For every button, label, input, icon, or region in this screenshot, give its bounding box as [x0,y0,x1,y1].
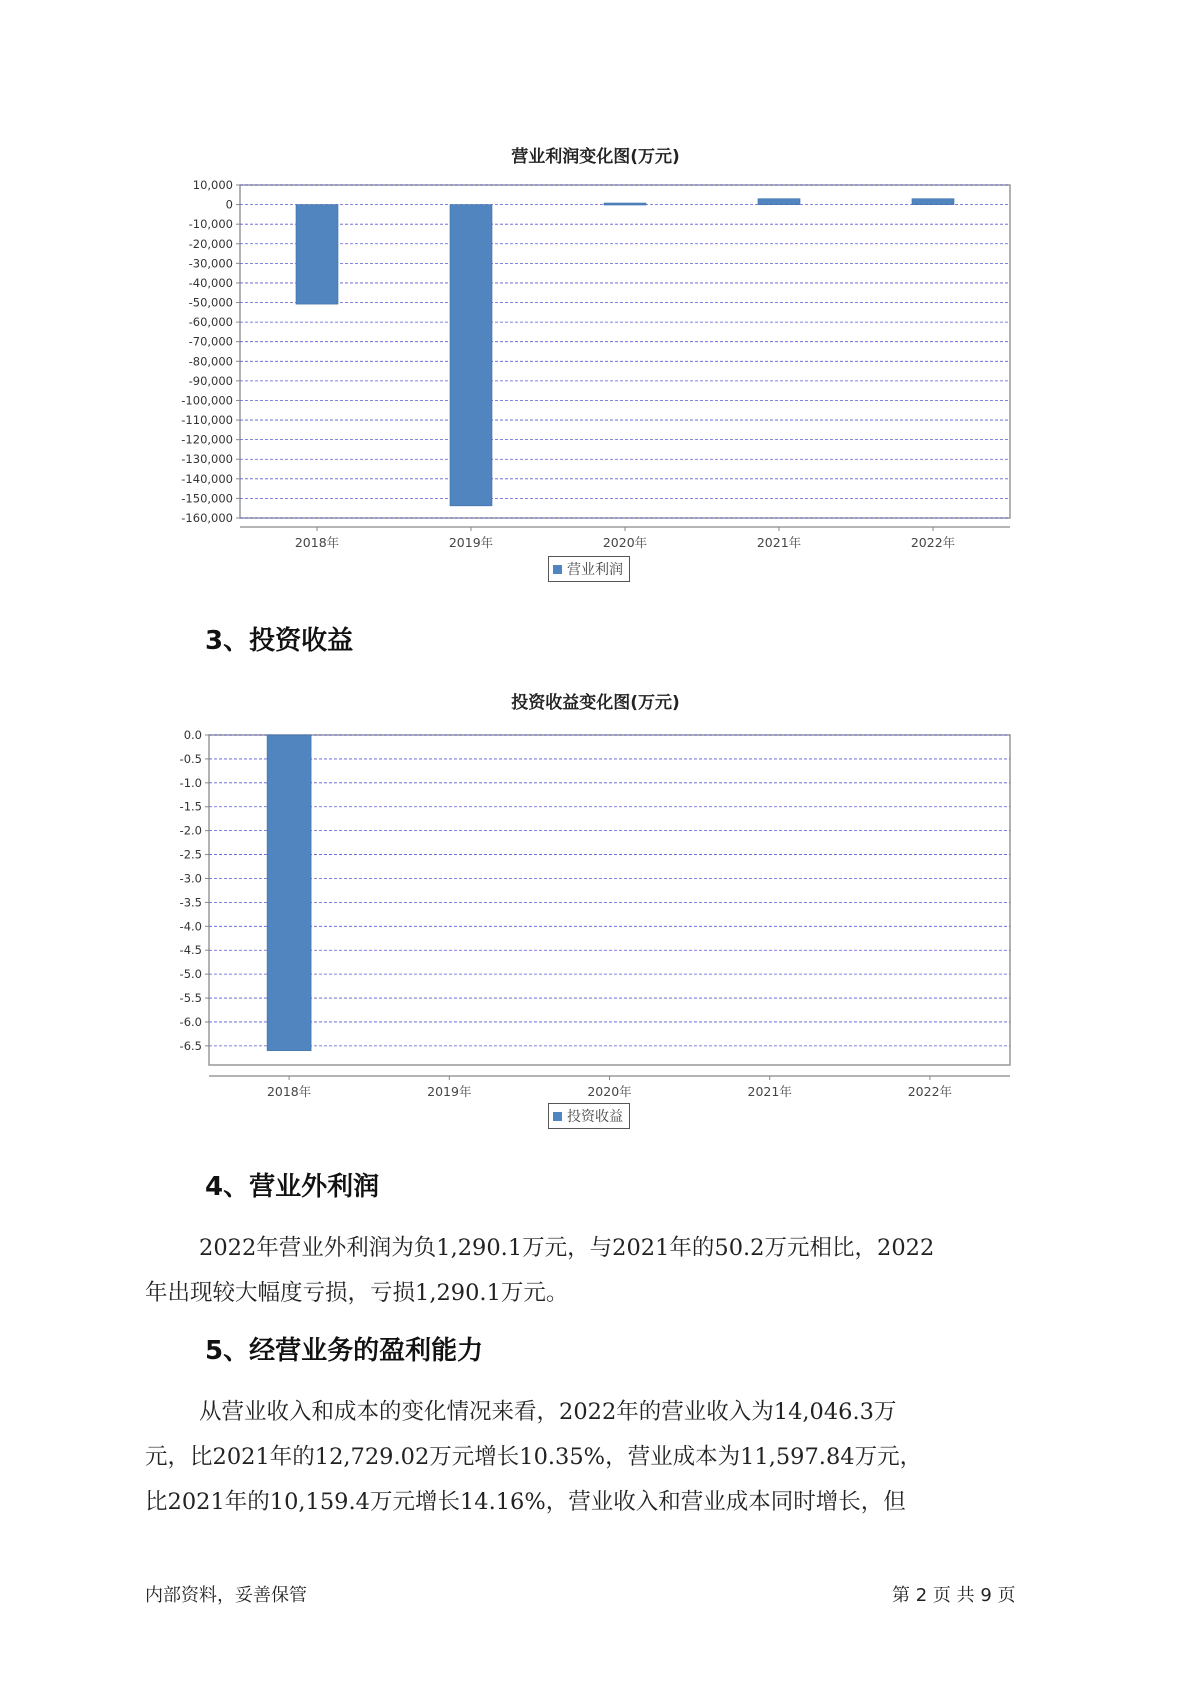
chart1-legend-label: 营业利润 [567,562,623,578]
x-tick-label: 2018年 [266,1084,312,1099]
y-tick-label: -150,000 [181,491,233,506]
chart2-legend-label: 投资收益 [567,1109,623,1125]
x-tick-label: 2022年 [910,535,956,550]
y-tick-label: -20,000 [188,236,233,251]
y-tick-label: -2.0 [179,823,202,838]
footer-page-number: 第 2 页 共 9 页 [892,1585,1016,1606]
y-tick-label: -4.5 [179,943,202,958]
y-tick-label: -1.5 [179,799,202,814]
x-tick-label: 2021年 [756,535,802,550]
section5-heading: 5、经营业务的盈利能力 [205,1336,484,1366]
section3-heading: 3、投资收益 [205,626,354,656]
section4-line-2: 年出现较大幅度亏损，亏损1,290.1万元。 [145,1280,569,1306]
y-tick-label: -130,000 [181,452,233,467]
section4-line-1: 2022年营业外利润为负1,290.1万元，与2021年的50.2万元相比，2022 [199,1235,935,1261]
x-tick-label: 2020年 [602,535,648,550]
y-tick-label: -100,000 [181,393,233,408]
y-tick-label: -40,000 [188,275,233,290]
x-tick-label: 2022年 [907,1084,953,1099]
y-tick-label: -70,000 [188,334,233,349]
x-tick-label: 2020年 [587,1084,632,1099]
y-tick-label: -1.0 [179,775,202,790]
y-tick-label: -4.0 [179,919,202,934]
y-tick-label: -5.5 [179,991,202,1006]
y-tick-label: -10,000 [188,217,233,232]
y-tick-label: -6.5 [179,1038,202,1053]
y-tick-label: -3.5 [179,895,202,910]
legend-swatch-icon [553,1112,562,1121]
x-tick-label: 2021年 [747,1084,792,1099]
x-tick-label: 2019年 [427,1084,472,1099]
footer-confidential-note: 内部资料，妥善保管 [145,1585,307,1606]
y-tick-label: -0.5 [179,751,202,766]
y-tick-label: -50,000 [188,295,233,310]
section5-line-1: 从营业收入和成本的变化情况来看，2022年的营业收入为14,046.3万 [199,1399,897,1425]
y-tick-label: -2.5 [179,847,202,862]
chart2-title: 投资收益变化图(万元) [511,693,680,713]
bar-2018年 [267,735,311,1051]
y-tick-label: -140,000 [181,471,233,486]
y-tick-label: -90,000 [188,373,233,388]
y-tick-label: 0.0 [183,728,202,742]
x-tick-label: 2019年 [448,535,494,550]
y-tick-label: -3.0 [179,871,202,886]
y-tick-label: -160,000 [181,511,233,525]
y-tick-label: -60,000 [188,315,233,330]
y-tick-label: -110,000 [181,413,233,428]
chart2-legend [548,1103,630,1129]
y-tick-label: 0 [225,197,233,212]
y-tick-label: -5.0 [179,967,202,982]
x-tick-label: 2018年 [294,535,340,550]
section5-line-2: 元，比2021年的12,729.02万元增长10.35%，营业成本为11,597.84万元， [145,1444,923,1470]
chart1-title: 营业利润变化图(万元) [511,147,680,167]
y-tick-label: -6.0 [179,1014,202,1029]
y-tick-label: -120,000 [181,432,233,447]
y-tick-label: -80,000 [188,354,233,369]
plot-area [209,735,1010,1065]
y-tick-label: -30,000 [188,256,233,271]
y-tick-label: 10,000 [192,178,233,192]
section5-line-3: 比2021年的10,159.4万元增长14.16%，营业收入和营业成本同时增长，但 [145,1489,906,1515]
section4-heading: 4、营业外利润 [205,1172,380,1202]
